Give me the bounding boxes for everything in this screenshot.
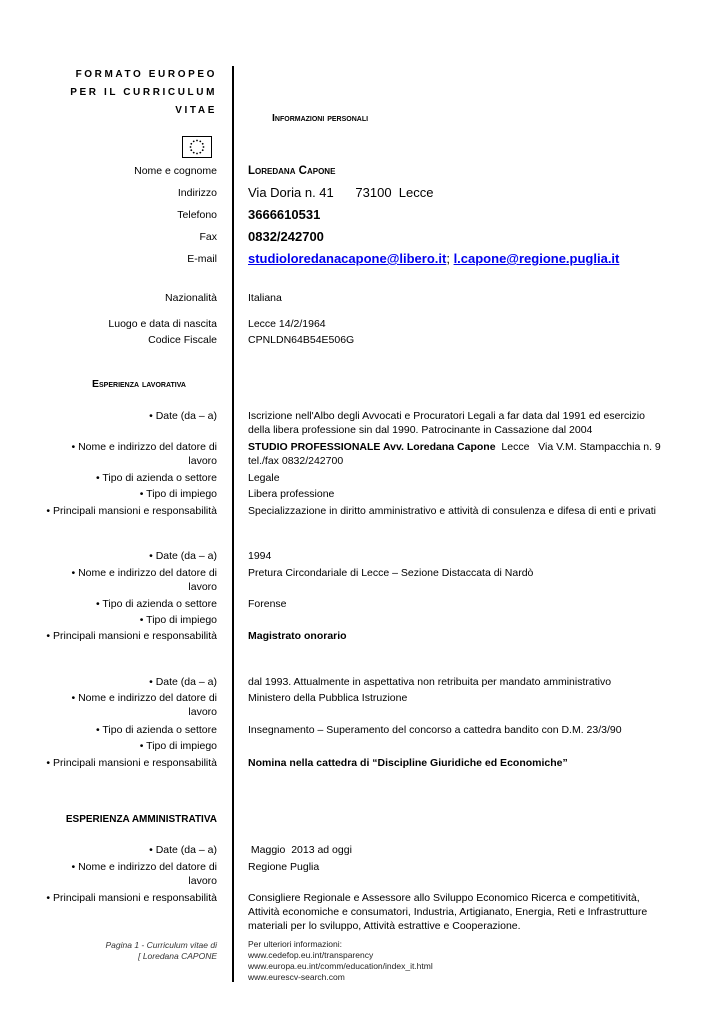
- tax-code-value: CPNLDN64B54E506G: [248, 334, 355, 346]
- footer-page-info: [106, 940, 218, 962]
- name-value: Loredana Capone: [248, 165, 336, 177]
- fax-label: Fax: [199, 231, 217, 243]
- work3-employer-label: • Nome e indirizzo del datore di lavoro: [71, 692, 217, 718]
- footer-link-cedefop[interactable]: www.cedefop.eu.int/transparency: [248, 950, 374, 960]
- work2-duties-label: • Principali mansioni e responsabilità: [46, 630, 217, 642]
- cv-format-title: [70, 66, 217, 120]
- section-personal-info: Informazioni personali: [272, 112, 369, 124]
- fax-value: 0832/242700: [248, 229, 324, 244]
- footer-info-title: Per ulteriori informazioni:: [248, 939, 343, 949]
- nationality-label: Nazionalità: [165, 292, 217, 304]
- work1-duties-label: • Principali mansioni e responsabilità: [46, 505, 217, 517]
- work1-employer-value: [248, 440, 668, 468]
- work1-sector-value: Legale: [248, 472, 280, 484]
- email-link-1[interactable]: studioloredanacapone@libero.it: [248, 251, 447, 266]
- title-line-2: PER IL CURRICULUM: [70, 87, 217, 98]
- work1-job-value: Libera professione: [248, 488, 335, 500]
- work1-employer-address: Lecce Via V.M. Stampacchia n. 9 tel./fax 0832/242700: [248, 441, 664, 467]
- work2-job-label: • Tipo di impiego: [139, 614, 217, 626]
- address-value: Via Doria n. 41 73100 Lecce: [248, 185, 434, 200]
- work1-job-label: • Tipo di impiego: [139, 488, 217, 500]
- work1-duties-value: Specializzazione in diritto amministrativo e attività di consulenza e difesa di enti e privati: [248, 505, 656, 517]
- work2-duties-value: Magistrato onorario: [248, 630, 347, 642]
- work3-date-value: dal 1993. Attualmente in aspettativa non retribuita per mandato amministrativo: [248, 676, 612, 688]
- admin-duties-label: • Principali mansioni e responsabilità: [46, 892, 217, 904]
- work3-job-label: • Tipo di impiego: [139, 740, 217, 752]
- admin-employer-label: • Nome e indirizzo del datore di lavoro: [71, 861, 217, 887]
- email-value: [248, 252, 668, 266]
- title-line-3: VITAE: [175, 105, 217, 116]
- footer-link-eurescv[interactable]: www.eurescv-search.com: [248, 972, 345, 982]
- email-link-2[interactable]: l.capone@regione.puglia.it: [453, 251, 620, 266]
- footer-more-info: [248, 939, 433, 983]
- nationality-value: Italiana: [248, 292, 282, 304]
- footer-name-line: [ Loredana CAPONE: [138, 951, 217, 961]
- work3-duties-value: Nomina nella cattedra di “Discipline Giuridiche ed Economiche”: [248, 757, 568, 769]
- work1-employer-name: STUDIO PROFESSIONALE Avv. Loredana Capone: [248, 441, 496, 453]
- name-label: Nome e cognome: [134, 165, 217, 177]
- work3-sector-value: Insegnamento – Superamento del concorso a cattedra bandito con D.M. 23/3/90: [248, 724, 622, 736]
- work3-sector-label: • Tipo di azienda o settore: [95, 724, 217, 736]
- phone-value: 3666610531: [248, 207, 321, 222]
- admin-employer-value: Regione Puglia: [248, 861, 320, 873]
- work3-date-label: • Date (da – a): [149, 676, 217, 688]
- work2-sector-value: Forense: [248, 598, 287, 610]
- tax-code-label: Codice Fiscale: [148, 334, 217, 346]
- footer-link-europa[interactable]: www.europa.eu.int/comm/education/index_it.html: [248, 961, 433, 971]
- footer-page-line: Pagina 1 - Curriculum vitae di: [105, 940, 217, 950]
- work1-date-label: • Date (da – a): [149, 410, 217, 422]
- work2-sector-label: • Tipo di azienda o settore: [95, 598, 217, 610]
- work2-employer-value: Pretura Circondariale di Lecce – Sezione Distaccata di Nardò: [248, 567, 534, 579]
- admin-duties-value: Consigliere Regionale e Assessore allo Sviluppo Economico Ricerca e competitività, Attività economiche e consumatori, Industria, Artigianato, Energia, Reti e Infrastrutture materiali per lo sviluppo, Attività estrattive e Cooperazione.: [248, 892, 648, 932]
- work3-duties-label: • Principali mansioni e responsabilità: [46, 757, 217, 769]
- admin-date-value: Maggio 2013 ad oggi: [248, 844, 352, 856]
- work3-employer-value: Ministero della Pubblica Istruzione: [248, 692, 408, 704]
- work2-employer-label: • Nome e indirizzo del datore di lavoro: [71, 567, 217, 593]
- email-label: E-mail: [187, 253, 217, 265]
- column-divider: [232, 66, 234, 982]
- phone-label: Telefono: [177, 209, 217, 221]
- section-work-experience: Esperienza lavorativa: [92, 378, 186, 390]
- work2-date-label: • Date (da – a): [149, 550, 217, 562]
- email-separator: ;: [446, 251, 454, 266]
- eu-flag-icon: [182, 136, 212, 158]
- section-admin-experience: ESPERIENZA AMMINISTRATIVA: [65, 814, 217, 825]
- address-label: Indirizzo: [177, 187, 217, 199]
- birth-label: Luogo e data di nascita: [108, 318, 217, 330]
- work1-employer-label: • Nome e indirizzo del datore di lavoro: [71, 441, 217, 467]
- work1-sector-label: • Tipo di azienda o settore: [95, 472, 217, 484]
- birth-value: Lecce 14/2/1964: [248, 318, 326, 330]
- work2-date-value: 1994: [248, 550, 272, 562]
- work1-date-value: Iscrizione nell'Albo degli Avvocati e Procuratori Legali a far data dal 1991 ed esercizio della libera professione sin dal 1990. Patrocinante in Cassazione dal 2004: [248, 410, 645, 436]
- admin-date-label: • Date (da – a): [149, 844, 217, 856]
- title-line-1: FORMATO EUROPEO: [75, 69, 217, 80]
